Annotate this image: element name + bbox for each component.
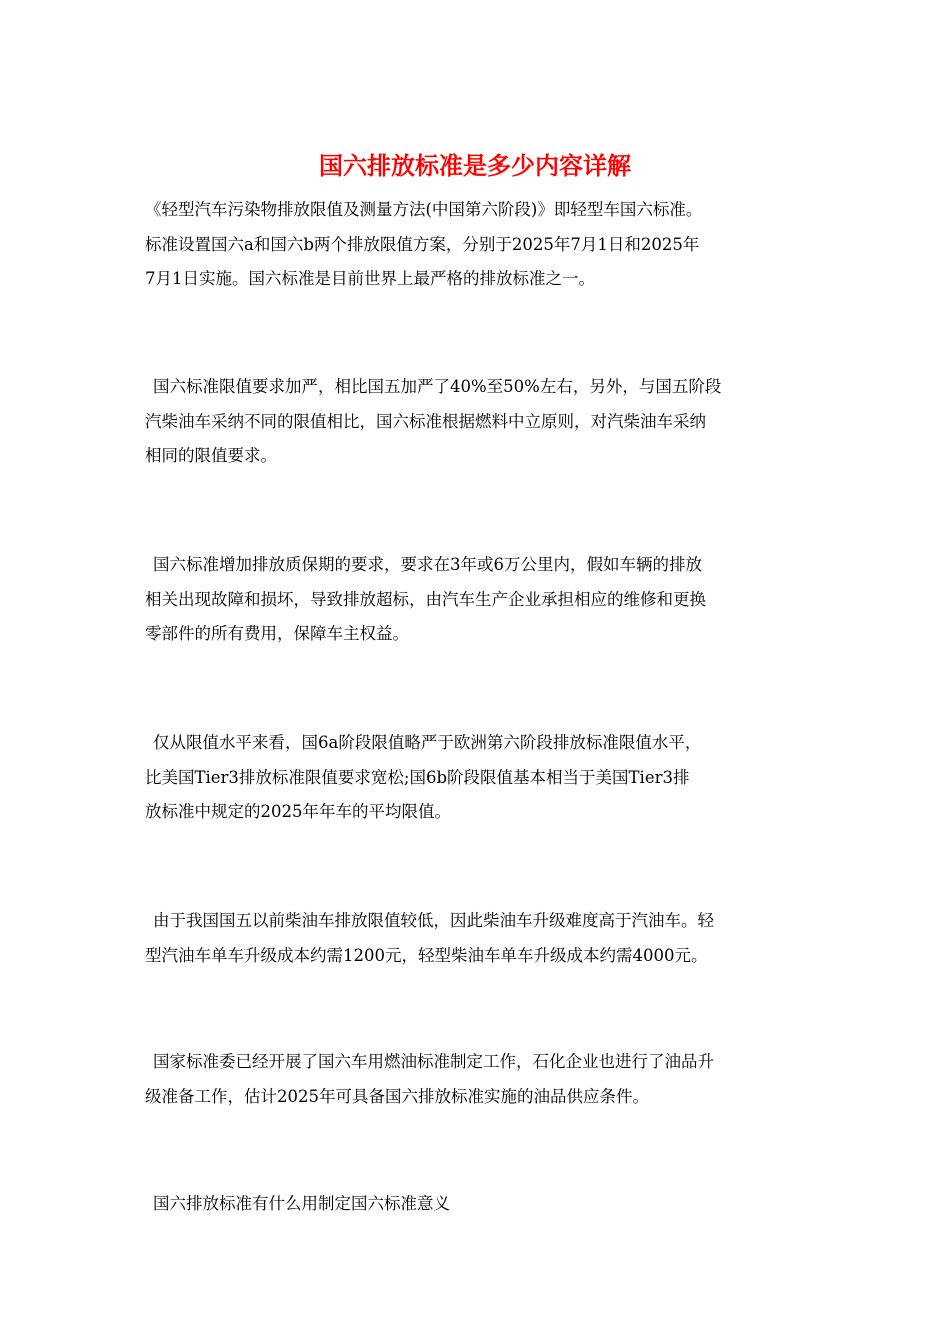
paragraph-cost [145, 904, 810, 973]
paragraph-intro [145, 193, 810, 297]
paragraph-line: 仅从限值水平来看，国6a阶段限值略严于欧洲第六阶段排放标准限值水平， [153, 733, 702, 752]
paragraph-line: 7月1日实施。国六标准是目前世界上最严格的排放标准之一。 [145, 269, 595, 288]
paragraph-fuel [145, 1045, 810, 1114]
document-title: 国六排放标准是多少内容详解 [319, 152, 631, 180]
paragraph-heading-significance [145, 1187, 810, 1222]
paragraph-line: 相同的限值要求。 [145, 446, 277, 465]
paragraph-line: 级准备工作，估计2025年可具备国六排放标准实施的油品供应条件。 [145, 1086, 649, 1106]
paragraph-line: 相关出现故障和损坏，导致排放超标，由汽车生产企业承担相应的维修和更换 [145, 589, 706, 609]
paragraph-line: 国六排放标准有什么用制定国六标准意义 [153, 1194, 450, 1213]
paragraph-line: 国家标准委已经开展了国六车用燃油标准制定工作，石化企业也进行了油品升 [153, 1052, 714, 1071]
paragraph-limits [145, 370, 810, 474]
paragraph-line: 标准设置国六a和国六b两个排放限值方案，分别于2025年7月1日和2025年 [145, 234, 700, 254]
paragraph-line: 《轻型汽车污染物排放限值及测量方法(中国第六阶段)》即轻型车国六标准。 [145, 200, 703, 219]
paragraph-comparison [145, 726, 810, 830]
paragraph-line: 放标准中规定的2025年年车的平均限值。 [145, 802, 451, 821]
paragraph-line: 国六标准限值要求加严，相比国五加严了40%至50%左右，另外，与国五阶段 [153, 377, 722, 396]
paragraph-line: 零部件的所有费用，保障车主权益。 [145, 624, 409, 643]
paragraph-warranty [145, 548, 810, 652]
paragraph-line: 比美国Tier3排放标准限值要求宽松;国6b阶段限值基本相当于美国Tier3排 [145, 767, 690, 787]
paragraph-line: 国六标准增加排放质保期的要求，要求在3年或6万公里内，假如车辆的排放 [153, 555, 702, 574]
paragraph-line: 型汽油车单车升级成本约需1200元，轻型柴油车单车升级成本约需4000元。 [145, 945, 708, 965]
paragraph-line: 汽柴油车采纳不同的限值相比，国六标准根据燃料中立原则，对汽柴油车采纳 [145, 411, 706, 431]
paragraph-line: 由于我国国五以前柴油车排放限值较低，因此柴油车升级难度高于汽油车。轻 [153, 911, 714, 930]
